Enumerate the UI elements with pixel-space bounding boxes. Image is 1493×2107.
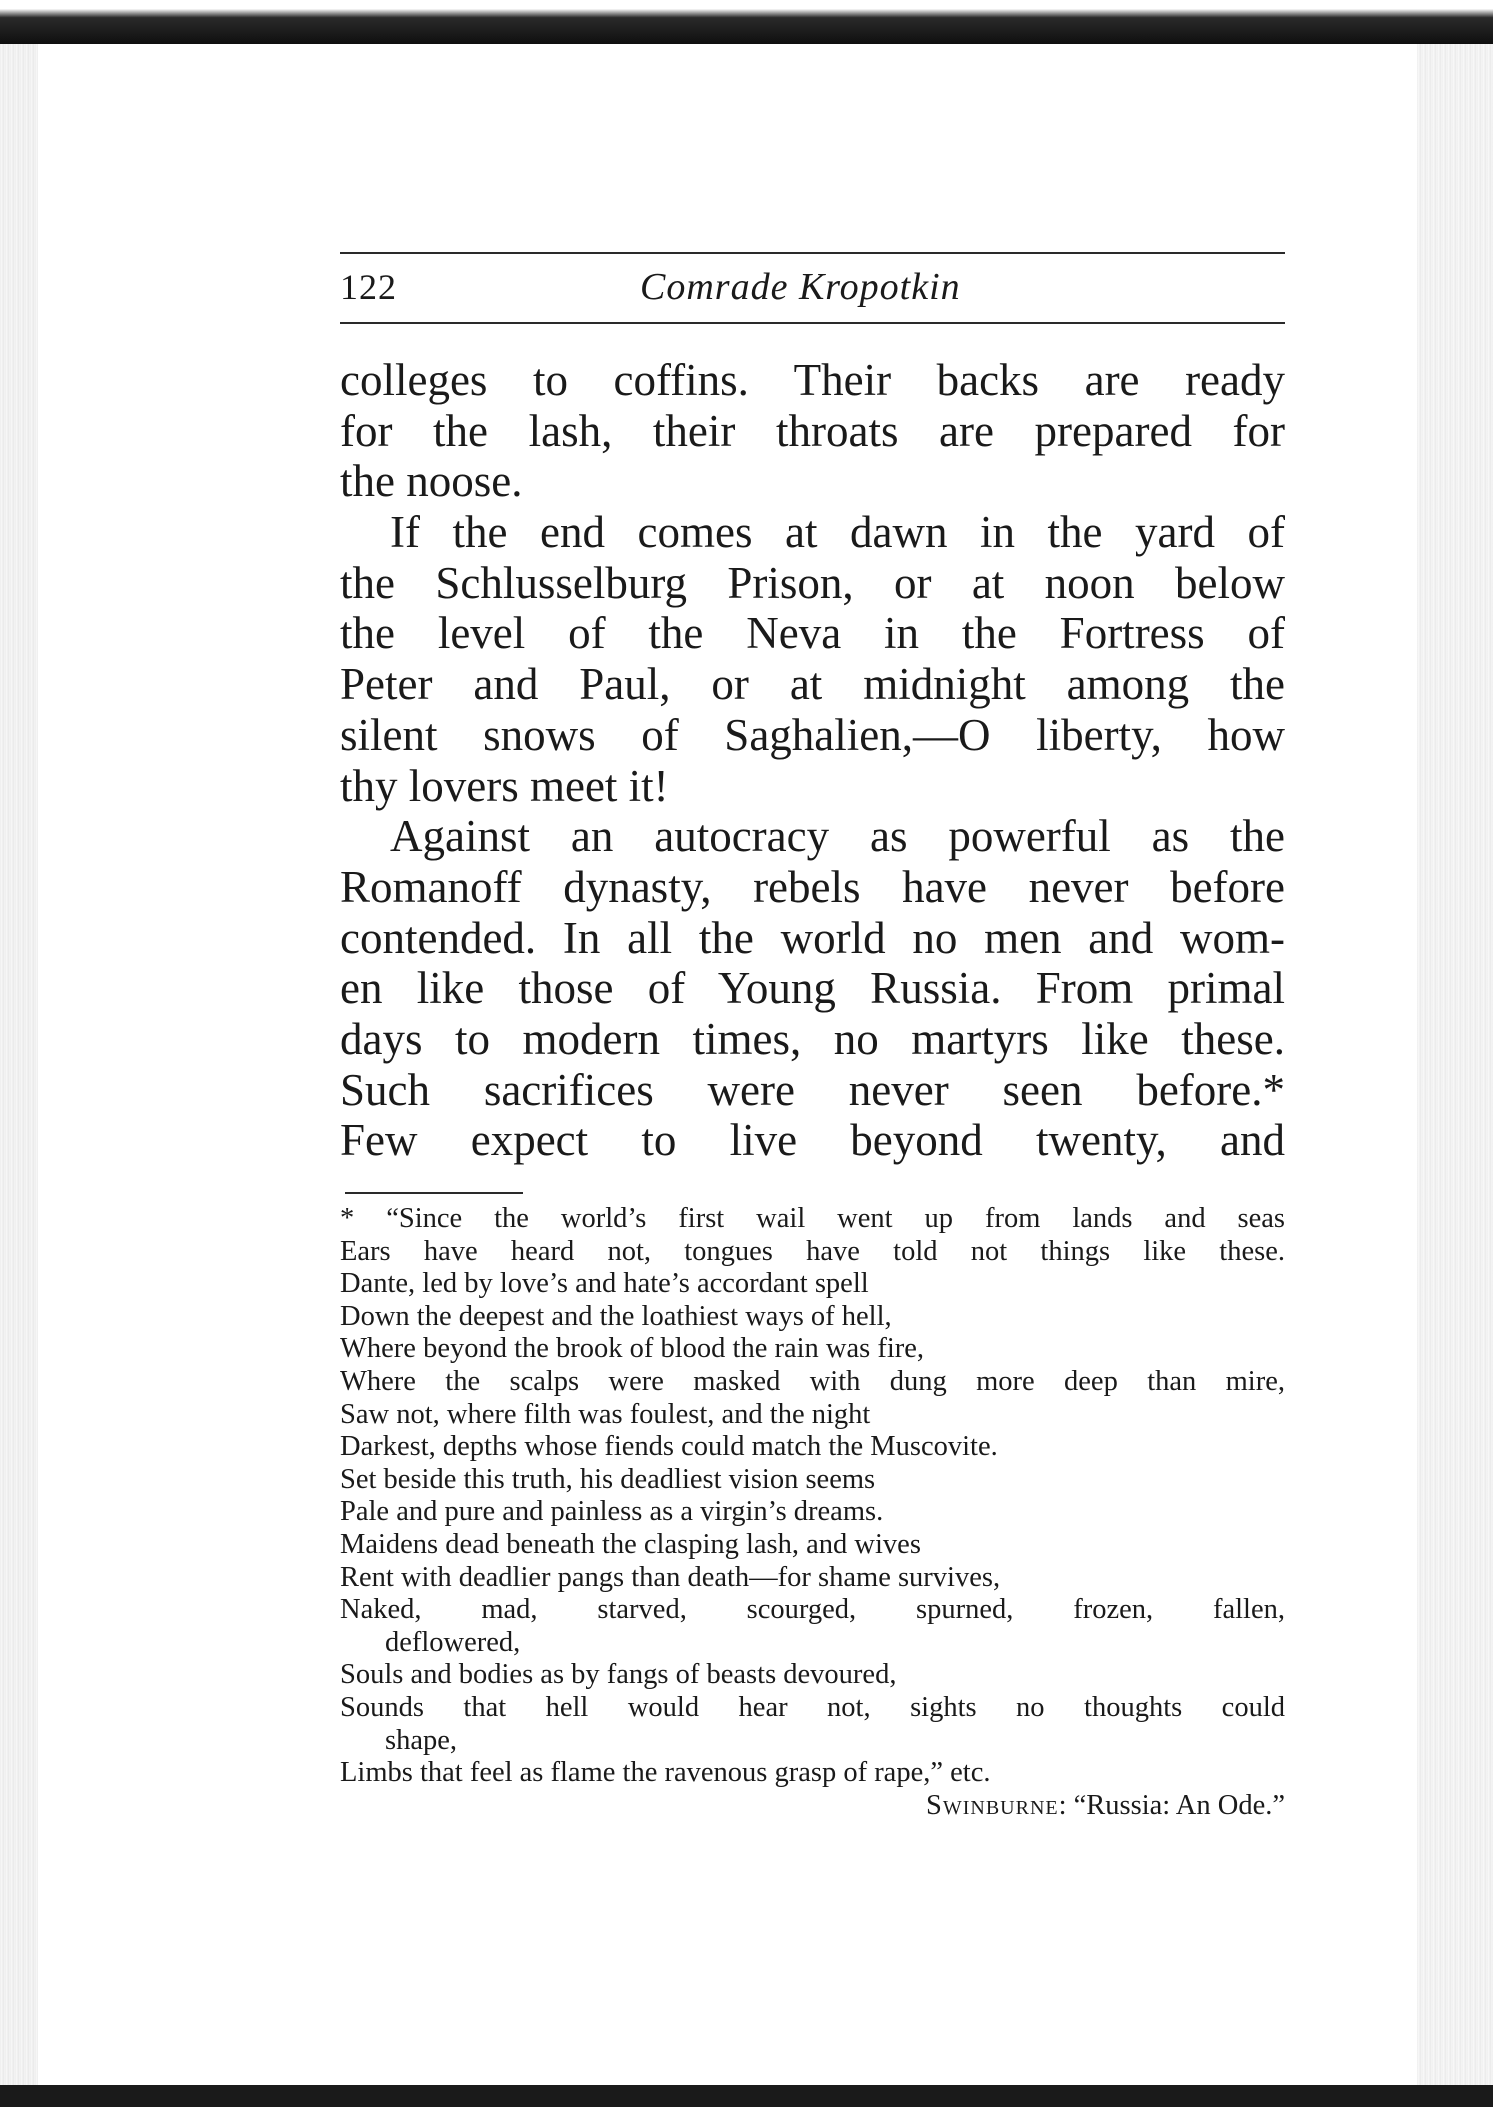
body-line: the noose. bbox=[340, 456, 523, 507]
body-line: Romanoff dynasty, rebels have never before bbox=[340, 861, 1285, 912]
footnote-line: Down the deepest and the loathiest ways of hell, bbox=[340, 1300, 892, 1332]
scan-top-border bbox=[0, 0, 1493, 44]
scan-left-edge bbox=[0, 44, 38, 2085]
footnote-line: * “Since the world’s first wail went up from lands and seas bbox=[340, 1203, 1285, 1234]
body-line: thy lovers meet it! bbox=[340, 760, 669, 811]
footnote-line: shape, bbox=[385, 1724, 458, 1756]
body-line: silent snows of Saghalien,—O liberty, how bbox=[340, 709, 1285, 760]
footnote bbox=[340, 1203, 1285, 1822]
footnote-line: Souls and bodies as by fangs of beasts devoured, bbox=[340, 1659, 897, 1691]
running-title: Comrade Kropotkin bbox=[640, 266, 961, 308]
footnote-line: Where the scalps were masked with dung more deep than mire, bbox=[340, 1365, 1285, 1397]
body-line: If the end comes at dawn in the yard of bbox=[390, 507, 1285, 558]
body-line: the level of the Neva in the Fortress of bbox=[340, 608, 1285, 659]
footnote-line: Dante, led by love’s and hate’s accordant spell bbox=[340, 1268, 869, 1300]
body-line: Peter and Paul, or at midnight among the bbox=[340, 659, 1285, 710]
scan-right-edge bbox=[1417, 44, 1493, 2085]
body-line: for the lash, their throats are prepared for bbox=[340, 405, 1285, 456]
body-line: the Schlusselburg Prison, or at noon below bbox=[340, 557, 1285, 608]
header-rule-top bbox=[340, 252, 1285, 254]
footnote-line: Darkest, depths whose fiends could match the Muscovite. bbox=[340, 1431, 998, 1463]
body-line: contended. In all the world no men and wom- bbox=[340, 912, 1285, 963]
footnote-line: Naked, mad, starved, scourged, spurned, frozen, fallen, bbox=[340, 1594, 1285, 1626]
footnote-line: deflowered, bbox=[385, 1626, 521, 1658]
footnote-line: Saw not, where filth was foulest, and the night bbox=[340, 1398, 871, 1430]
header-rule-bottom bbox=[340, 322, 1285, 324]
attribution-work: : “Russia: An Ode.” bbox=[1058, 1789, 1285, 1821]
body-line: Few expect to live beyond twenty, and bbox=[340, 1115, 1285, 1166]
footnote-line: Sounds that hell would hear not, sights no thoughts could bbox=[340, 1691, 1285, 1723]
footnote-rule bbox=[345, 1192, 523, 1194]
footnote-line: Where beyond the brook of blood the rain was fire, bbox=[340, 1333, 925, 1365]
body-line: Such sacrifices were never seen before.* bbox=[340, 1064, 1285, 1115]
footnote-line: Pale and pure and painless as a virgin’s dreams. bbox=[340, 1496, 884, 1528]
body-line: days to modern times, no martyrs like these. bbox=[340, 1013, 1285, 1064]
body-line: colleges to coffins. Their backs are ready bbox=[340, 355, 1285, 405]
scan-bottom-border bbox=[0, 2085, 1493, 2107]
footnote-line: Set beside this truth, his deadliest vision seems bbox=[340, 1463, 876, 1495]
footnote-line: Ears have heard not, tongues have told not things like these. bbox=[340, 1235, 1285, 1267]
footnote-attribution bbox=[340, 1790, 1285, 1823]
footnote-line: Maidens dead beneath the clasping lash, and wives bbox=[340, 1528, 921, 1560]
footnote-line: Limbs that feel as flame the ravenous grasp of rape,” etc. bbox=[340, 1757, 991, 1789]
attribution-author: Swinburne bbox=[925, 1789, 1059, 1821]
footnote-line: Rent with deadlier pangs than death—for shame survives, bbox=[340, 1561, 1001, 1593]
page-number: 122 bbox=[340, 267, 397, 307]
body-line: Against an autocracy as powerful as the bbox=[390, 811, 1285, 862]
body-line: en like those of Young Russia. From primal bbox=[340, 963, 1285, 1014]
body-text bbox=[340, 355, 1285, 1166]
